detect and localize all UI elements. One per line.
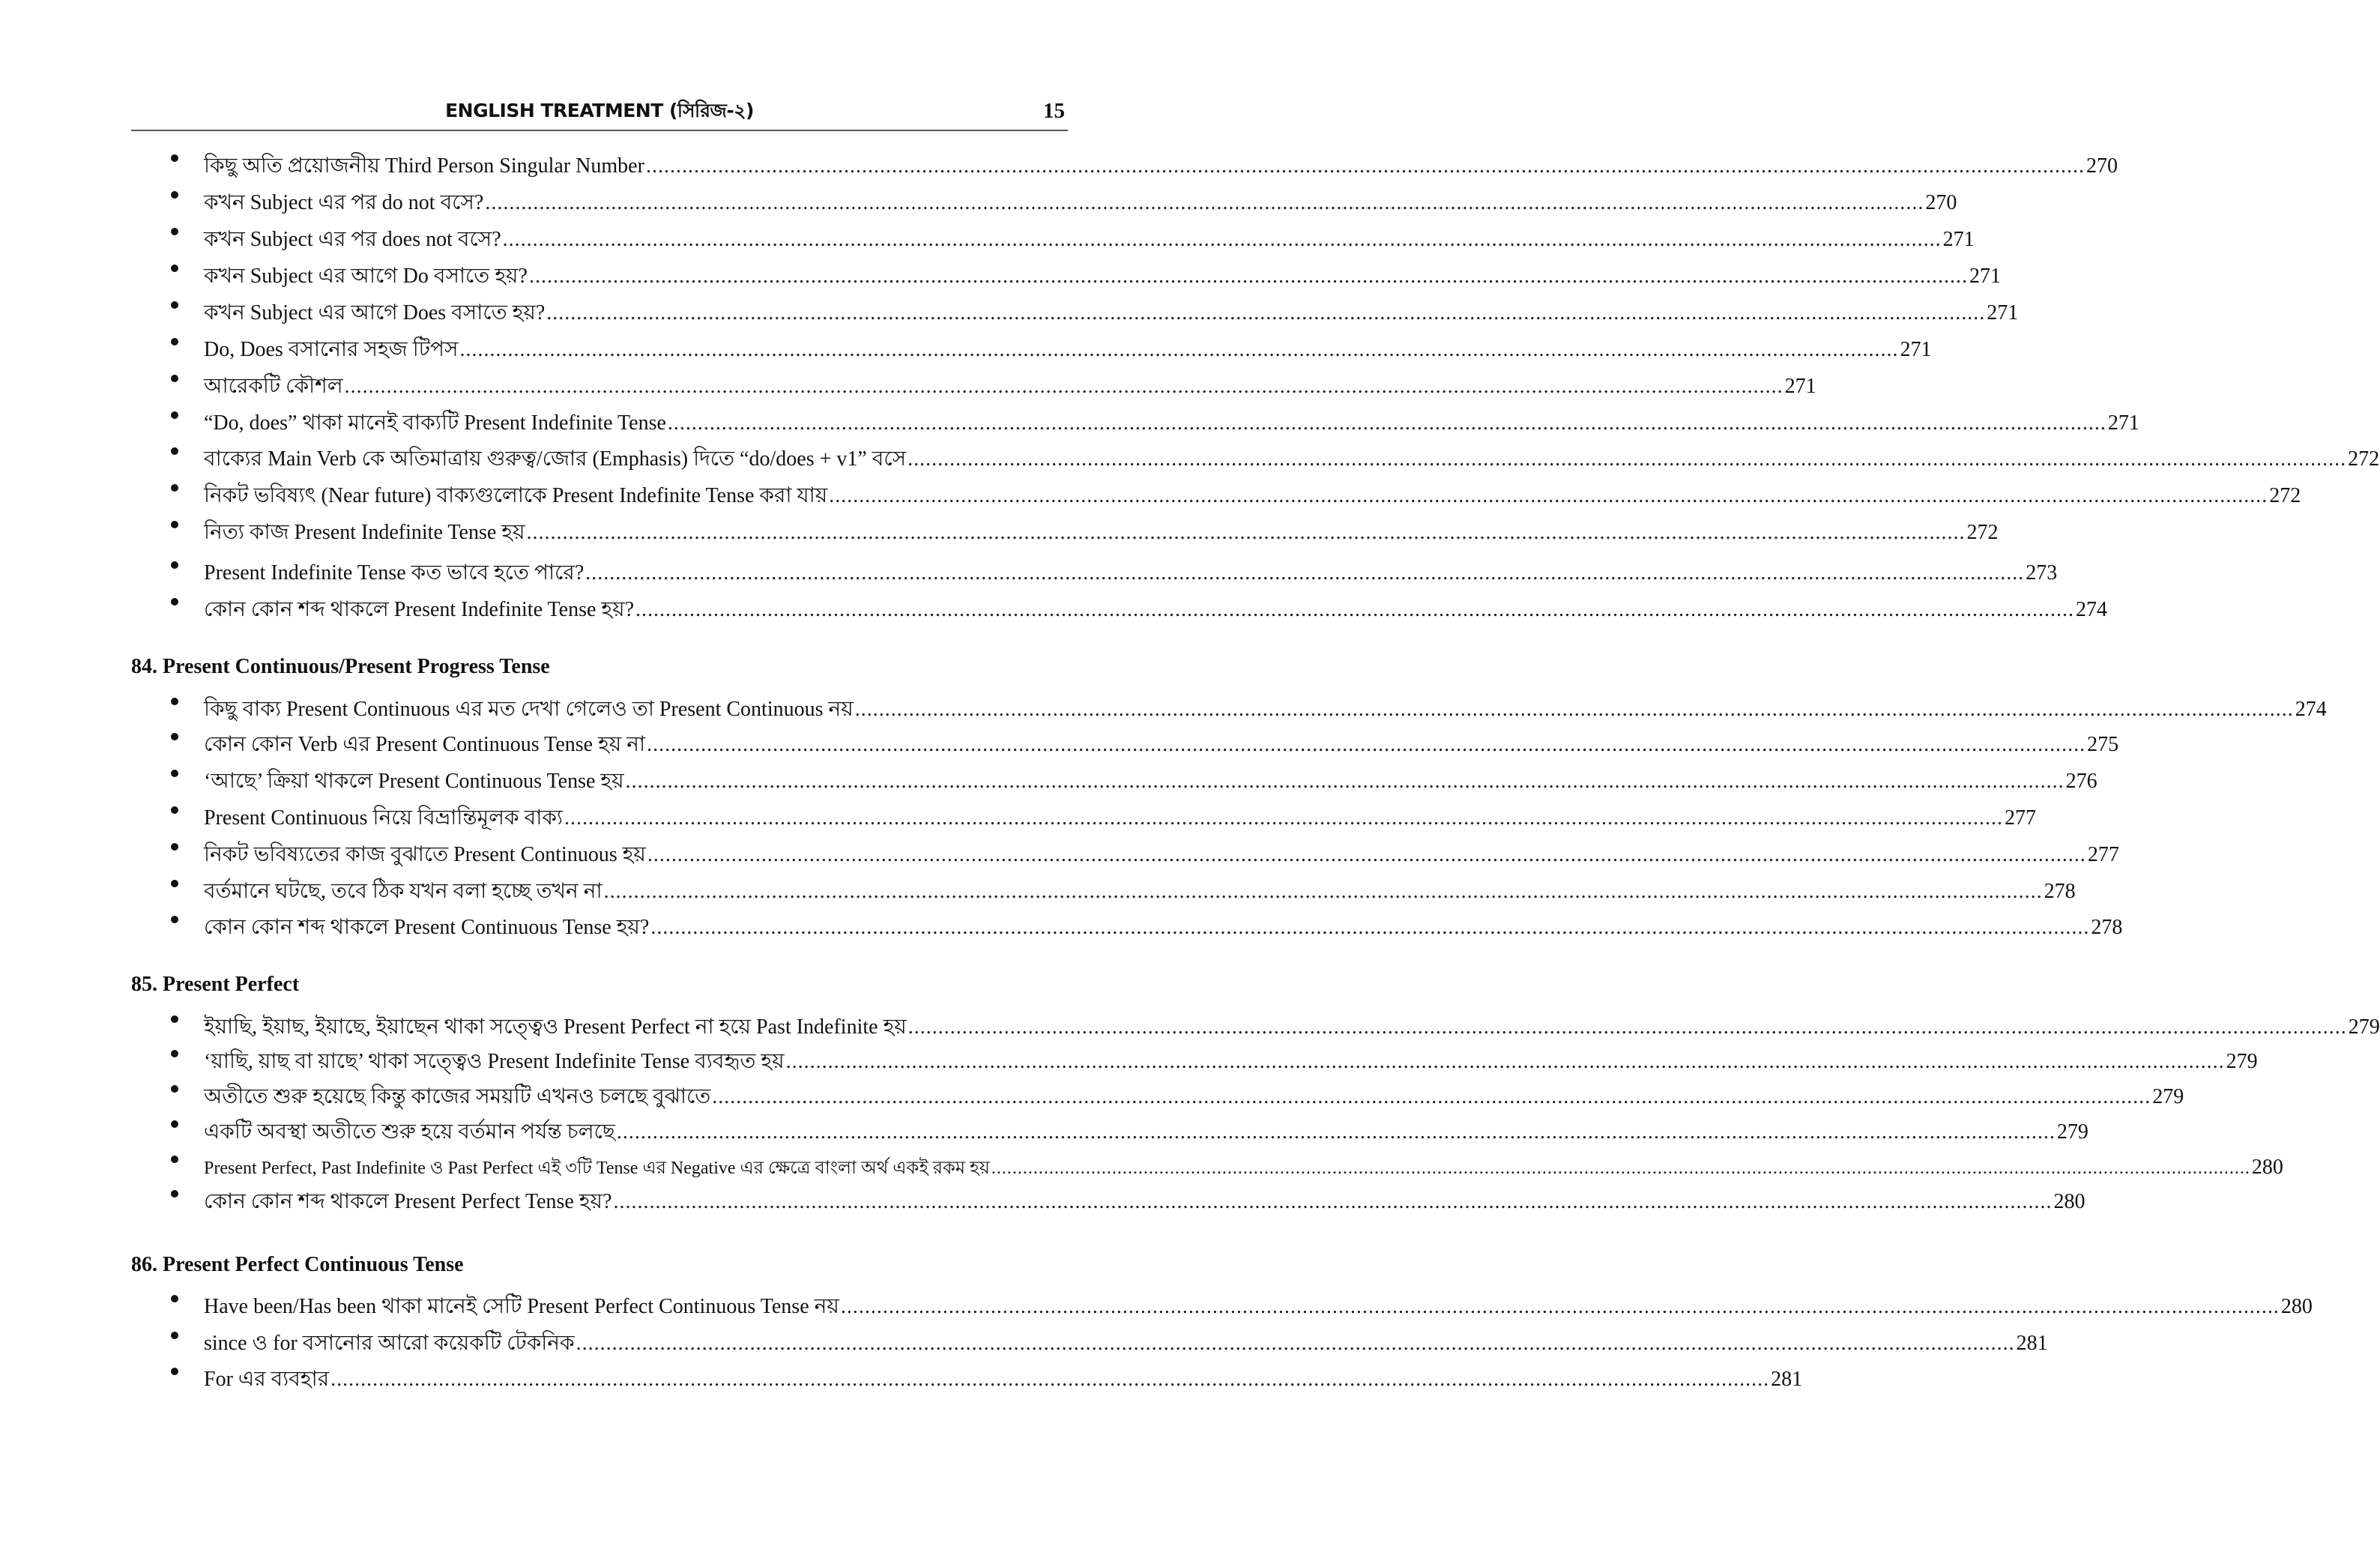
section-heading[interactable]: 85. Present Perfect — [131, 973, 300, 996]
toc-entry-page: 270 — [2085, 154, 2118, 178]
dot-leader — [526, 518, 1965, 548]
bullet-icon — [165, 326, 204, 356]
running-header — [131, 96, 1068, 126]
book-title: ENGLISH TREATMENT (সিরিজ-২) — [445, 100, 754, 121]
bullet-icon — [165, 253, 204, 283]
toc-entry-page: 270 — [1925, 191, 1957, 214]
bullet-icon — [165, 1178, 204, 1208]
toc-entry[interactable] — [165, 1003, 2380, 1039]
toc-entry-page: 271 — [1784, 375, 1816, 398]
toc-entry-page: 271 — [2107, 411, 2139, 435]
toc-entry-title: বাক্যের Main Verb কে অতিমাত্রায় গুরুত্ব/জোর (Emphasis) দিতে “do/does + v1” বসে — [204, 447, 907, 471]
toc-entry-page: 276 — [2065, 770, 2097, 793]
toc-entry-title: আরেকটি কৌশল — [204, 375, 343, 398]
toc-entry[interactable] — [165, 758, 2097, 793]
toc-entry-title: Present Continuous নিয়ে বিভ্রান্তিমূলক বাক্য — [204, 806, 564, 830]
toc-entry[interactable] — [165, 1144, 2283, 1179]
toc-entry-title: Do, Does বসানোর সহজ টিপস — [204, 338, 459, 361]
toc-entry-page: 279 — [2056, 1120, 2088, 1144]
toc-entry-title: ইয়াছি, ইয়াছ, ইয়াছে, ইয়াছেন থাকা সত্ত্বেও Present Perfect না হয়ে Past Indefinite হয় — [204, 1015, 907, 1039]
toc-entry[interactable] — [165, 904, 2123, 939]
dot-leader — [564, 803, 2003, 833]
bullet-icon — [165, 1038, 204, 1068]
toc-entry-title: Present Indefinite Tense কত ভাবে হতে পারে? — [204, 561, 585, 585]
toc-entry-title: বর্তমানে ঘটছে, তবে ঠিক যখন বলা হচ্ছে তখন না — [204, 880, 602, 903]
toc-entry-title: since ও for বসানোর আরো কয়েকটি টেকনিক — [204, 1332, 575, 1355]
toc-entry-page: 273 — [2026, 561, 2058, 585]
toc-entry[interactable] — [165, 363, 1816, 398]
toc-entry[interactable] — [165, 794, 2037, 830]
dot-leader — [613, 1187, 2052, 1217]
bullet-icon — [165, 549, 204, 579]
dot-leader — [786, 1047, 2225, 1077]
toc-entry[interactable] — [165, 1320, 2048, 1355]
toc-entry[interactable] — [165, 549, 2058, 585]
toc-entry-page: 279 — [2348, 1015, 2380, 1039]
bullet-icon — [165, 758, 204, 788]
toc-entry-title: ‘য়াছি, য়াছ বা য়াছে’ থাকা সত্ত্বেও Present Indefinite Tense ব্যবহৃত হয় — [204, 1050, 785, 1073]
toc-entry-page: 271 — [1969, 265, 2001, 288]
bullet-icon — [165, 216, 204, 246]
dot-leader — [485, 188, 1924, 218]
dot-leader — [907, 444, 2346, 474]
bullet-icon — [165, 1283, 204, 1313]
toc-entry-page: 278 — [2044, 880, 2076, 903]
dot-leader — [503, 225, 1942, 255]
dot-leader — [829, 481, 2268, 511]
bullet-icon — [165, 586, 204, 616]
toc-entry-page: 272 — [1966, 521, 1999, 544]
toc-entry-page: 277 — [2087, 843, 2119, 866]
toc-entry[interactable] — [165, 1108, 2088, 1144]
toc-entry-title: কখন Subject এর পর does not বসে? — [204, 228, 501, 251]
toc-entry[interactable] — [165, 1356, 1803, 1391]
toc-entry-title: নিকট ভবিষ্যৎ (Near future) বাক্যগুলোকে Present Indefinite Tense করা যায় — [204, 484, 828, 507]
toc-entry[interactable] — [165, 216, 1975, 251]
toc-entry[interactable] — [165, 509, 1999, 544]
dot-leader — [841, 1292, 2280, 1322]
toc-entry-title: কখন Subject এর আগে Do বসাতে হয়? — [204, 265, 528, 288]
bullet-icon — [165, 794, 204, 824]
dot-leader — [650, 913, 2089, 943]
toc-entry-title: নিত্য কাজ Present Indefinite Tense হয় — [204, 521, 525, 544]
bullet-icon — [165, 686, 204, 716]
bullet-icon — [165, 1003, 204, 1033]
bullet-icon — [165, 1356, 204, 1386]
toc-entry[interactable] — [165, 435, 2380, 471]
bullet-icon — [165, 904, 204, 934]
bullet-icon — [165, 472, 204, 502]
bullet-icon — [165, 289, 204, 319]
bullet-icon — [165, 399, 204, 429]
toc-entry-page: 279 — [2226, 1050, 2258, 1073]
toc-entry[interactable] — [165, 253, 2001, 288]
toc-entry-page: 280 — [2280, 1295, 2313, 1318]
dot-leader — [459, 335, 1898, 365]
dot-leader — [617, 1117, 2056, 1147]
toc-entry-title: Have been/Has been থাকা মানেই সেটি Present Perfect Continuous Tense নয় — [204, 1295, 839, 1318]
toc-entry[interactable] — [165, 1178, 2085, 1213]
toc-entry-title: অতীতে শুরু হয়েছে কিন্তু কাজের সময়টি এখনও চলছে বুঝাতে — [204, 1085, 711, 1108]
page-number: 15 — [1043, 99, 1065, 123]
toc-entry-page: 271 — [1987, 301, 2019, 324]
toc-entry[interactable] — [165, 472, 2301, 507]
toc-entry-page: 277 — [2005, 806, 2037, 830]
dot-leader — [647, 840, 2086, 870]
toc-entry[interactable] — [165, 326, 1932, 361]
toc-entry-page: 271 — [1900, 338, 1932, 361]
bullet-icon — [165, 179, 204, 209]
toc-entry[interactable] — [165, 686, 2327, 721]
bullet-icon — [165, 509, 204, 539]
toc-entry-page: 278 — [2091, 916, 2123, 939]
dot-leader — [330, 1365, 1769, 1395]
section-heading[interactable]: 84. Present Continuous/Present Progress Tense — [131, 655, 550, 678]
toc-entry-title: Present Perfect, Past Indefinite ও Past Perfect এই ৩টি Tense এর Negative এর ক্ষেত্রে বাংলা অর্থ একই রকম হয় — [204, 1159, 990, 1178]
bullet-icon — [165, 868, 204, 898]
toc-entry-page: 271 — [1942, 228, 1975, 251]
toc-entry-page: 279 — [2152, 1085, 2184, 1108]
bullet-icon — [165, 435, 204, 465]
toc-entry-title: For এর ব্যবহার — [204, 1368, 330, 1391]
toc-entry[interactable] — [165, 831, 2119, 866]
toc-entry-title: কিছু বাক্য Present Continuous এর মত দেখা গেলেও তা Present Continuous নয় — [204, 698, 854, 721]
toc-entry-title: কিছু অতি প্রয়োজনীয় Third Person Singular Number — [204, 154, 644, 178]
dot-leader — [626, 767, 2065, 797]
header-rule — [131, 130, 1068, 131]
bullet-icon — [165, 721, 204, 751]
toc-entry[interactable] — [165, 868, 2076, 903]
toc-entry-title: নিকট ভবিষ্যতের কাজ বুঝাতে Present Continuous হয় — [204, 843, 646, 866]
dot-leader — [646, 151, 2085, 181]
dot-leader — [908, 1012, 2347, 1042]
toc-entry-page: 280 — [2053, 1190, 2085, 1213]
toc-entry-page: 281 — [1771, 1368, 1803, 1391]
toc-entry[interactable] — [165, 289, 2019, 324]
toc-entry-page: 274 — [2076, 598, 2108, 621]
toc-entry-title: একটি অবস্থা অতীতে শুরু হয়ে বর্তমান পর্যন্ত চলছে — [204, 1120, 615, 1144]
toc-entry[interactable] — [165, 399, 2139, 435]
toc-entry[interactable] — [165, 586, 2108, 621]
dot-leader — [576, 1329, 2015, 1359]
dot-leader — [529, 262, 1968, 292]
section-heading[interactable]: 86. Present Perfect Continuous Tense — [131, 1253, 464, 1276]
dot-leader — [635, 595, 2074, 625]
toc-entry-title: ‘আছে’ ক্রিয়া থাকলে Present Continuous Tense হয় — [204, 770, 624, 793]
bullet-icon — [165, 831, 204, 861]
toc-entry[interactable] — [165, 1073, 2184, 1108]
bullet-icon — [165, 363, 204, 393]
toc-entry-page: 281 — [2016, 1332, 2048, 1355]
bullet-icon — [165, 1073, 204, 1103]
toc-entry[interactable] — [165, 179, 1957, 214]
toc-entry[interactable] — [165, 142, 2118, 178]
toc-entry-page: 272 — [2348, 447, 2380, 471]
toc-entry-page: 272 — [2269, 484, 2301, 507]
toc-entry[interactable] — [165, 1283, 2313, 1318]
toc-entry-title: কোন কোন Verb এর Present Continuous Tense হয় না — [204, 733, 646, 756]
bullet-icon — [165, 1108, 204, 1138]
toc-entry-page: 280 — [2251, 1156, 2283, 1179]
dot-leader — [855, 695, 2294, 725]
dot-leader — [604, 877, 2043, 907]
toc-entry-page: 275 — [2087, 733, 2119, 756]
toc-entry[interactable] — [165, 1038, 2258, 1073]
toc-entry-title: কখন Subject এর পর do not বসে? — [204, 191, 484, 214]
toc-entry-title: কোন কোন শব্দ থাকলে Present Perfect Tense হয়? — [204, 1190, 612, 1213]
dot-leader — [647, 730, 2085, 760]
dot-leader — [546, 298, 1985, 328]
dot-leader — [585, 558, 2024, 588]
bullet-icon — [165, 1144, 204, 1174]
toc-entry[interactable] — [165, 721, 2119, 756]
dot-leader — [345, 372, 1784, 402]
dot-leader — [991, 1153, 2250, 1183]
toc-entry-page: 274 — [2295, 698, 2327, 721]
toc-entry-title: কোন কোন শব্দ থাকলে Present Continuous Tense হয়? — [204, 916, 650, 939]
dot-leader — [668, 408, 2106, 438]
toc-entry-title: কখন Subject এর আগে Does বসাতে হয়? — [204, 301, 546, 324]
bullet-icon — [165, 1320, 204, 1350]
toc-entry-title: “Do, does” থাকা মানেই বাক্যটি Present Indefinite Tense — [204, 411, 666, 435]
bullet-icon — [165, 142, 204, 172]
toc-entry-title: কোন কোন শব্দ থাকলে Present Indefinite Tense হয়? — [204, 598, 635, 621]
dot-leader — [712, 1082, 2151, 1112]
